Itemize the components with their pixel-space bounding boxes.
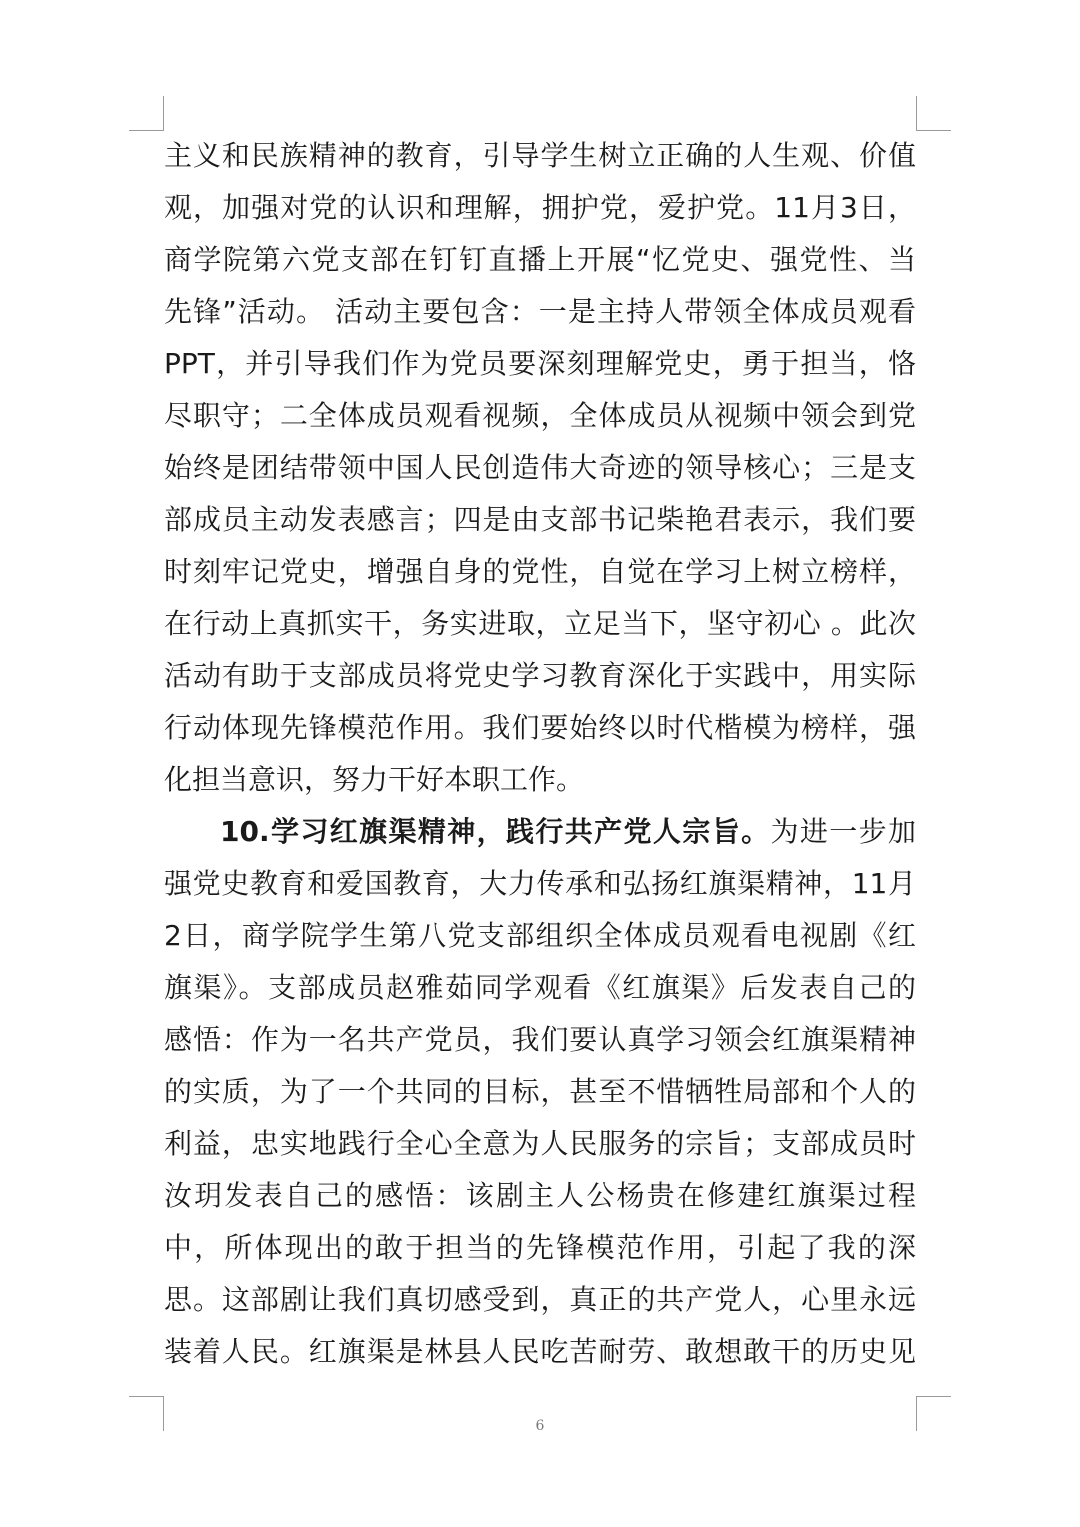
- document-body: [164, 130, 916, 1378]
- text-line: 商学院第六党支部在钉钉直播上开展“忆党史、强党性、当: [164, 243, 916, 276]
- text-line: 尽职守；二全体成员观看视频，全体成员从视频中领会到党: [164, 399, 916, 432]
- text-line: 行动体现先锋模范作用。我们要始终以时代楷模为榜样，强: [164, 711, 916, 744]
- section-10-heading: 10.学习红旗渠精神，践行共产党人宗旨。: [220, 815, 771, 848]
- text-line: 主义和民族精神的教育，引导学生树立正确的人生观、价值: [164, 139, 916, 172]
- text-line: 汝玥发表自己的感悟：该剧主人公杨贵在修建红旗渠过程: [164, 1179, 916, 1212]
- paragraph-section-10: [164, 806, 916, 1378]
- text-line: 2日，商学院学生第八党支部组织全体成员观看电视剧《红: [164, 919, 916, 952]
- text-line: 强党史教育和爱国教育，大力传承和弘扬红旗渠精神，11月: [164, 867, 916, 900]
- text-line: 感悟：作为一名共产党员，我们要认真学习领会红旗渠精神: [164, 1023, 916, 1056]
- text-line: 先锋”活动。 活动主要包含：一是主持人带领全体成员观看: [164, 295, 916, 328]
- text-line: 的实质，为了一个共同的目标，甚至不惜牺牲局部和个人的: [164, 1075, 916, 1108]
- text-line: 活动有助于支部成员将党史学习教育深化于实践中，用实际: [164, 659, 916, 692]
- crop-mark-top-right: [916, 96, 951, 131]
- text-line: 中，所体现出的敢于担当的先锋模范作用，引起了我的深: [164, 1231, 916, 1264]
- section-10-first-line: [164, 806, 916, 858]
- text-line: 时刻牢记党史，增强自身的党性，自觉在学习上树立榜样，: [164, 555, 916, 588]
- text-line: 利益，忠实地践行全心全意为人民服务的宗旨；支部成员时: [164, 1127, 916, 1160]
- section-10-first-line-text: 为进一步加: [770, 815, 916, 848]
- text-line: 观，加强对党的认识和理解，拥护党，爱护党。11月3日，: [164, 191, 916, 224]
- text-line: PPT，并引导我们作为党员要深刻理解党史，勇于担当，恪: [164, 347, 916, 380]
- text-line: 思。这部剧让我们真切感受到，真正的共产党人，心里永远: [164, 1283, 916, 1316]
- text-line: 始终是团结带领中国人民创造伟大奇迹的领导核心；三是支: [164, 451, 916, 484]
- page-number: 6: [535, 1418, 545, 1434]
- text-line: 部成员主动发表感言；四是由支部书记柴艳君表示，我们要: [164, 503, 916, 536]
- text-line: 在行动上真抓实干，务实进取，立足当下，坚守初心 。此次: [164, 607, 916, 640]
- text-line: 装着人民。红旗渠是林县人民吃苦耐劳、敢想敢干的历史见: [164, 1335, 916, 1368]
- paragraph-branch-six-activity: [164, 130, 916, 806]
- crop-mark-top-left: [129, 96, 164, 131]
- text-line: 旗渠》。支部成员赵雅茹同学观看《红旗渠》后发表自己的: [164, 971, 916, 1004]
- text-line: 化担当意识，努力干好本职工作。: [164, 763, 585, 796]
